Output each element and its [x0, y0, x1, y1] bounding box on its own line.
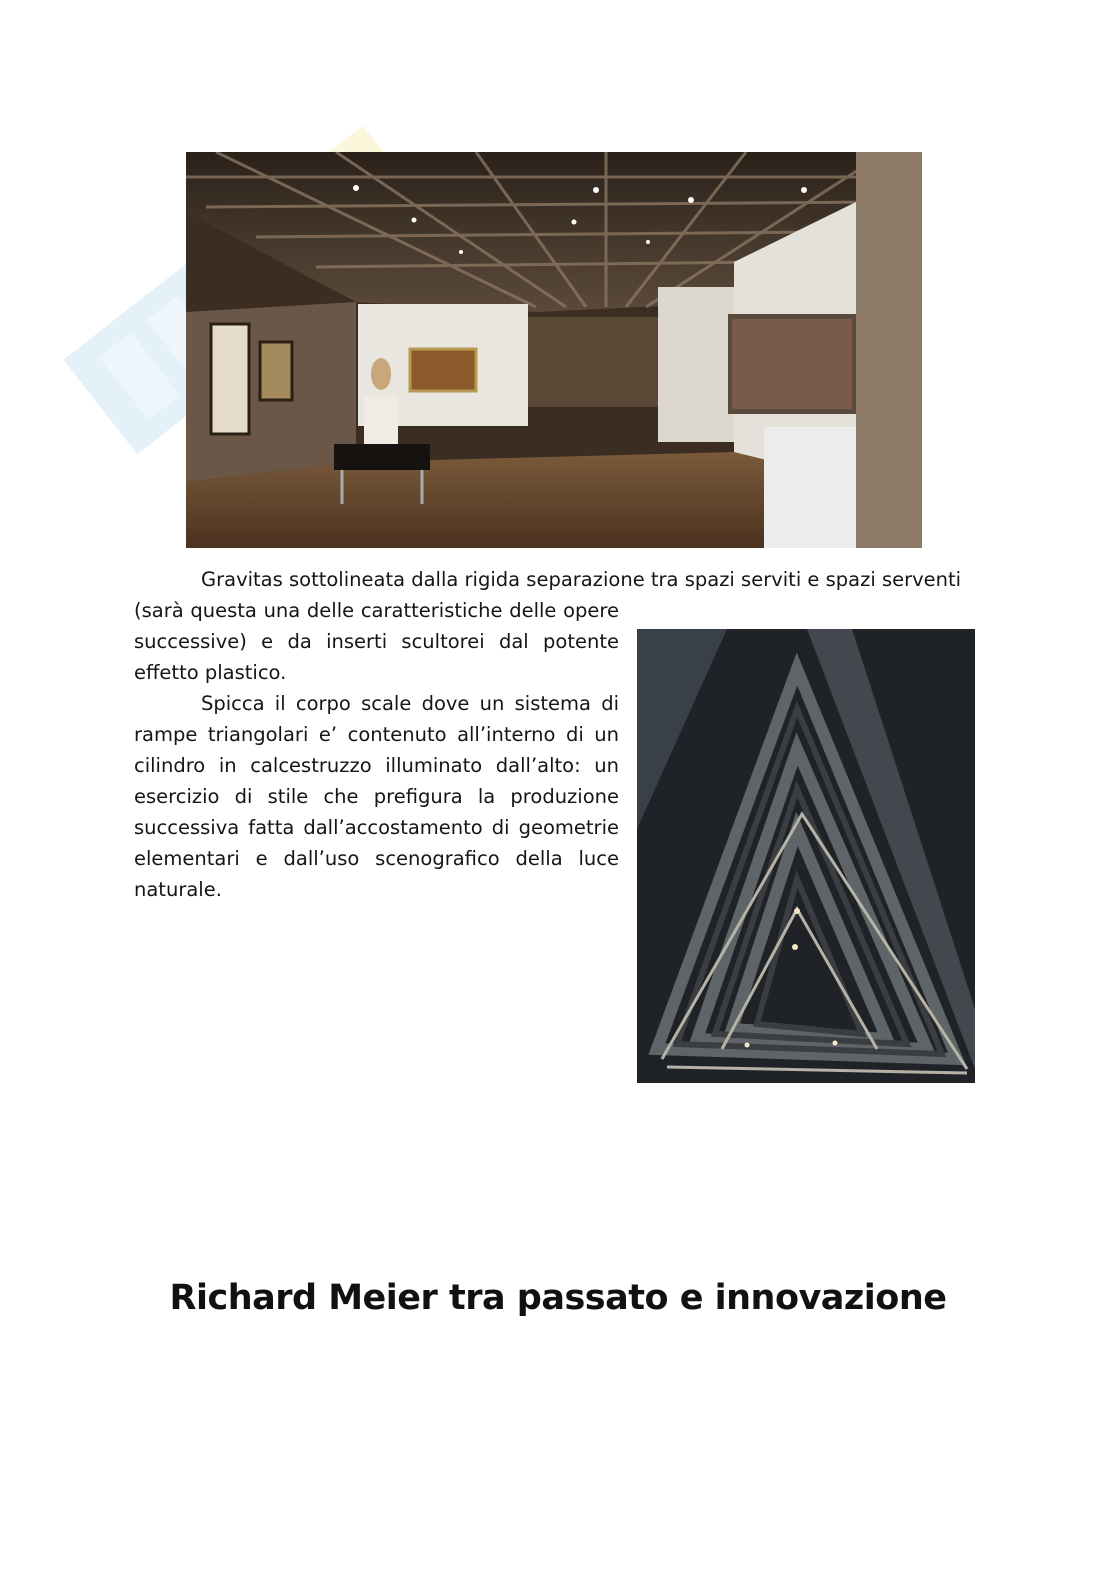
paragraph-1-continuation: (sarà questa una delle caratteristiche delle opere successive) e da inserti scultorei dal potente effetto plastico. [134, 599, 619, 684]
paragraph-1-first-line [134, 564, 976, 595]
paragraph-2-text: Spicca il corpo scale dove un sistema di rampe triangolari e’ contenuto all’interno di un cilindro in calcestruzzo illuminato dall’alto: un esercizio di stile che prefigura la produzione successiva fatta dall’accostamento di geometrie elementari e dall’uso scenografico della luce naturale. [134, 692, 619, 901]
paragraph-1-first-line-text: Gravitas sottolineata dalla rigida separazione tra spazi serviti e spazi serventi [201, 568, 962, 591]
paragraph-2 [134, 688, 619, 905]
staircase-photo [637, 629, 975, 1083]
gallery-interior-photo [186, 152, 922, 548]
section-title: Richard Meier tra passato e innovazione [169, 1278, 947, 1318]
